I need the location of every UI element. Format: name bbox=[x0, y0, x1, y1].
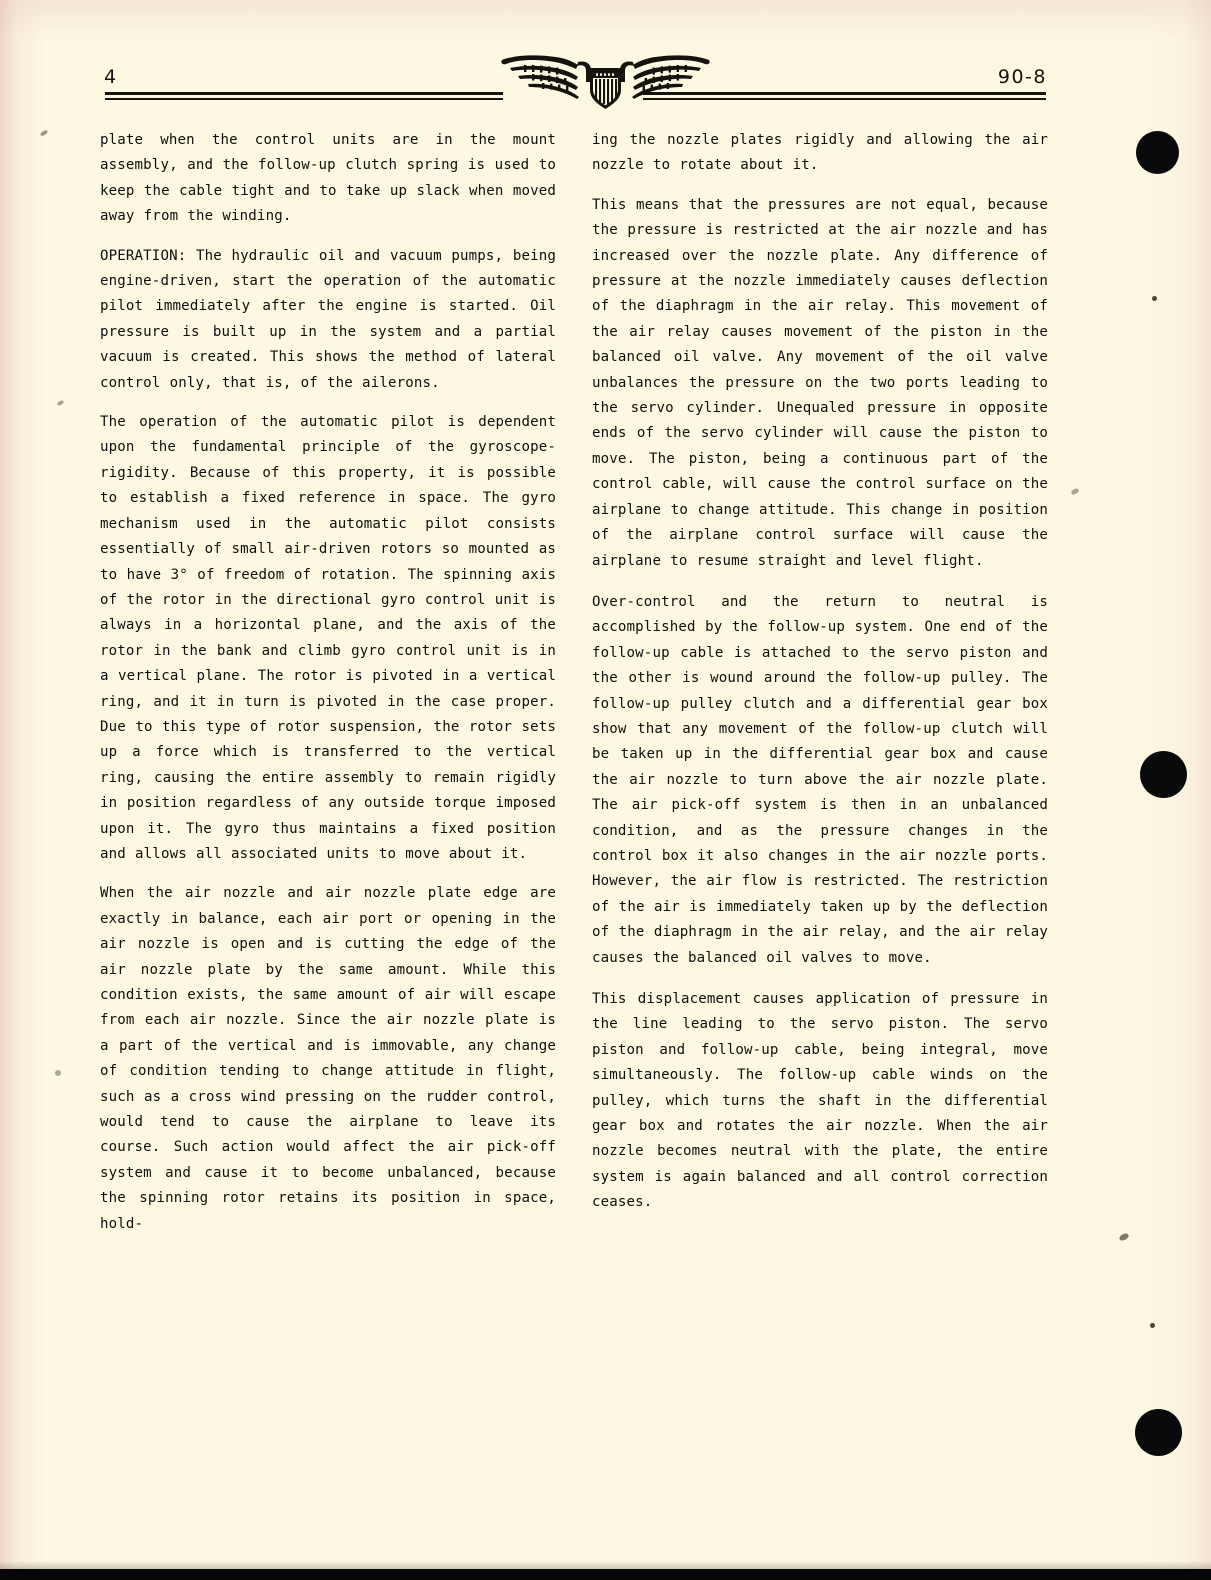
page-number: 4 bbox=[104, 66, 117, 88]
scan-speck bbox=[1152, 296, 1157, 301]
paragraph-operation: OPERATION: The hydraulic oil and vacuum pumps, being engine-driven, start the operation of the automatic pilot immediately after the engine is started. Oil pressure is built up in the system and a partial vacuum is created. This shows the method of lateral control only, that is, of the ailerons. bbox=[100, 247, 556, 391]
scan-speck bbox=[40, 129, 49, 137]
header-rule-left bbox=[105, 92, 503, 101]
scan-speck bbox=[55, 1070, 61, 1076]
scan-bottom-edge bbox=[0, 1569, 1211, 1580]
right-column bbox=[592, 128, 1048, 1237]
paper-aging-left-edge bbox=[0, 0, 46, 1580]
header-rule-left-thick bbox=[105, 92, 503, 95]
paragraph: This means that the pressures are not equal, because the pressure is restricted at the air nozzle and has increased over the nozzle plate. Any difference of pressure at the nozzle immediately causes deflection of the diaphragm in the air relay. This movement of the air relay causes movement of the piston in the balanced oil valve. Any movement of the oil valve unbalances the pressure on the two ports leading to the servo cylinder. Unequaled pressure in opposite ends of the servo cylinder will cause the piston to move. The piston, being a continuous part of the control cable, will cause the control surface on the airplane to change attitude. This change in position of the airplane control surface will cause the airplane to resume straight and level flight. bbox=[592, 196, 1048, 569]
binder-punch-hole bbox=[1136, 131, 1179, 174]
paragraph: plate when the control units are in the mount assembly, and the follow-up clutch spring is used to keep the cable tight and to take up slack when moved away from the winding. bbox=[100, 132, 556, 225]
scan-speck bbox=[1070, 487, 1079, 495]
paragraph: ing the nozzle plates rigidly and allowing the air nozzle to rotate about it. bbox=[592, 132, 1048, 174]
binder-punch-hole bbox=[1140, 751, 1187, 798]
scan-speck bbox=[1118, 1232, 1130, 1242]
paragraph: The operation of the automatic pilot is dependent upon the fundamental principle of the gyroscope-rigidity. Because of this property, it is possible to establish a fixed reference in space. The gyro mechanism used in the automatic pilot consists essentially of small air-driven rotors so mounted as to have 3° of freedom of rotation. The spinning axis of the rotor in the directional gyro control unit is always in a horizontal plane, and the axis of the rotor in the bank and climb gyro control unit is in a vertical plane. The rotor is pivoted in a vertical ring, and it in turn is pivoted in the case proper. Due to this type of rotor suspension, the rotor sets up a force which is transferred to the vertical ring, causing the entire assembly to remain rigidly in position regardless of any outside torque imposed upon it. The gyro thus maintains a fixed position and allows all associated units to move about it. bbox=[100, 414, 556, 862]
paragraph: This displacement causes application of pressure in the line leading to the servo piston. The servo piston and follow-up cable, being integral, move simultaneously. The follow-up cable winds on the pulley, which turns the shaft in the differential gear box and rotates the air nozzle. When the air nozzle becomes neutral with the plate, the entire system is again balanced and all control correction ceases. bbox=[592, 991, 1048, 1211]
scan-speck bbox=[56, 400, 64, 407]
page-header bbox=[0, 0, 1211, 118]
scan-bottom-shadow bbox=[0, 1561, 1211, 1569]
two-column-body bbox=[100, 128, 1048, 1237]
binder-punch-hole bbox=[1135, 1409, 1182, 1456]
scan-speck bbox=[1150, 1323, 1155, 1328]
header-rule-left-thin bbox=[105, 98, 503, 100]
paragraph: When the air nozzle and air nozzle plate edge are exactly in balance, each air port or opening in the air nozzle is open and is cutting the edge of the air nozzle plate by the same amount. While this condition exists, the same amount of air will escape from each air nozzle. Since the air nozzle plate is a part of the vertical and is immovable, any change of condition tending to change attitude in flight, such as a cross wind pressing on the rudder control, would tend to cause the airplane to leave its course. Such action would affect the air pick-off system and cause it to become unbalanced, because the spinning rotor retains its position in space, hold- bbox=[100, 885, 556, 1232]
document-number: 90-8 bbox=[997, 66, 1047, 88]
pilot-wings-insignia-icon bbox=[498, 48, 713, 110]
left-column bbox=[100, 128, 556, 1237]
paragraph: Over-control and the return to neutral is accomplished by the follow-up system. One end of the follow-up cable is attached to the servo piston and the other is wound around the follow-up pulley. The follow-up pulley clutch and a differential gear box show that any movement of the follow-up clutch will be taken up in the differential gear box and cause the air nozzle to turn above the air nozzle plate. The air pick-off system is then in an unbalanced condition, and as the pressure changes in the control box it also changes in the air nozzle ports. However, the air flow is restricted. The restriction of the air is immediately taken up by the deflection of the diaphragm in the air relay, and the air relay causes the balanced oil valves to move. bbox=[592, 593, 1048, 966]
